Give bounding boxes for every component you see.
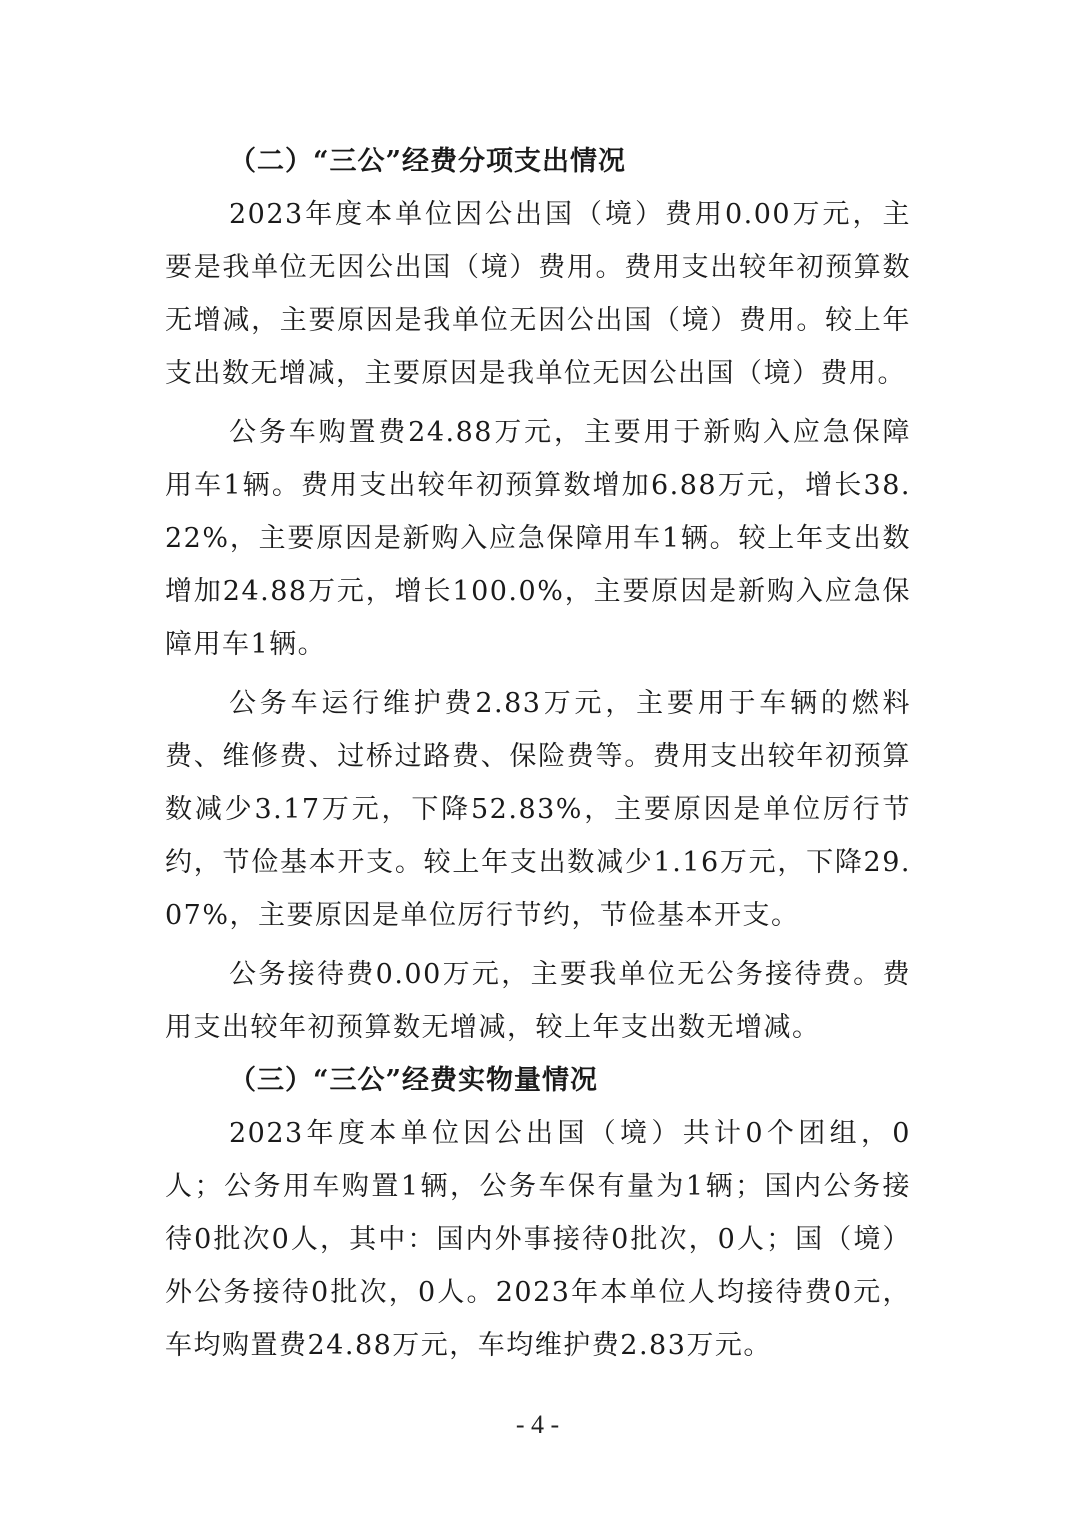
document-body bbox=[165, 135, 911, 1372]
paragraph-physical-quantity: 2023年度本单位因公出国（境）共计0个团组，0人；公务用车购置1辆，公务车保有量为1辆；国内公务接待0批次0人，其中：国内外事接待0批次，0人；国（境）外公务接待0批次，0人。2023年本单位人均接待费0元，车均购置费24.88万元，车均维护费2.83万元。 bbox=[165, 1118, 911, 1361]
paragraph-reception: 公务接待费0.00万元，主要我单位无公务接待费。费用支出较年初预算数无增减，较上年支出数无增减。 bbox=[165, 959, 911, 1043]
paragraph-travel-abroad: 2023年度本单位因公出国（境）费用0.00万元，主要是我单位无因公出国（境）费用。费用支出较年初预算数无增减，主要原因是我单位无因公出国（境）费用。较上年支出数无增减，主要原因是我单位无因公出国（境）费用。 bbox=[165, 199, 911, 389]
page-number: - 4 - bbox=[515, 1410, 560, 1439]
paragraph-vehicle-purchase: 公务车购置费24.88万元，主要用于新购入应急保障用车1辆。费用支出较年初预算数增加6.88万元，增长38.22%，主要原因是新购入应急保障用车1辆。较上年支出数增加24.88万元，增长100.0%，主要原因是新购入应急保障用车1辆。 bbox=[165, 417, 911, 660]
section-heading-2: （二）“三公”经费分项支出情况 bbox=[229, 146, 627, 177]
section-heading-3: （三）“三公”经费实物量情况 bbox=[229, 1065, 599, 1096]
paragraph-vehicle-maintenance: 公务车运行维护费2.83万元，主要用于车辆的燃料费、维修费、过桥过路费、保险费等。费用支出较年初预算数减少3.17万元，下降52.83%，主要原因是单位厉行节约，节俭基本开支。较上年支出数减少1.16万元，下降29.07%，主要原因是单位厉行节约，节俭基本开支。 bbox=[165, 688, 911, 931]
